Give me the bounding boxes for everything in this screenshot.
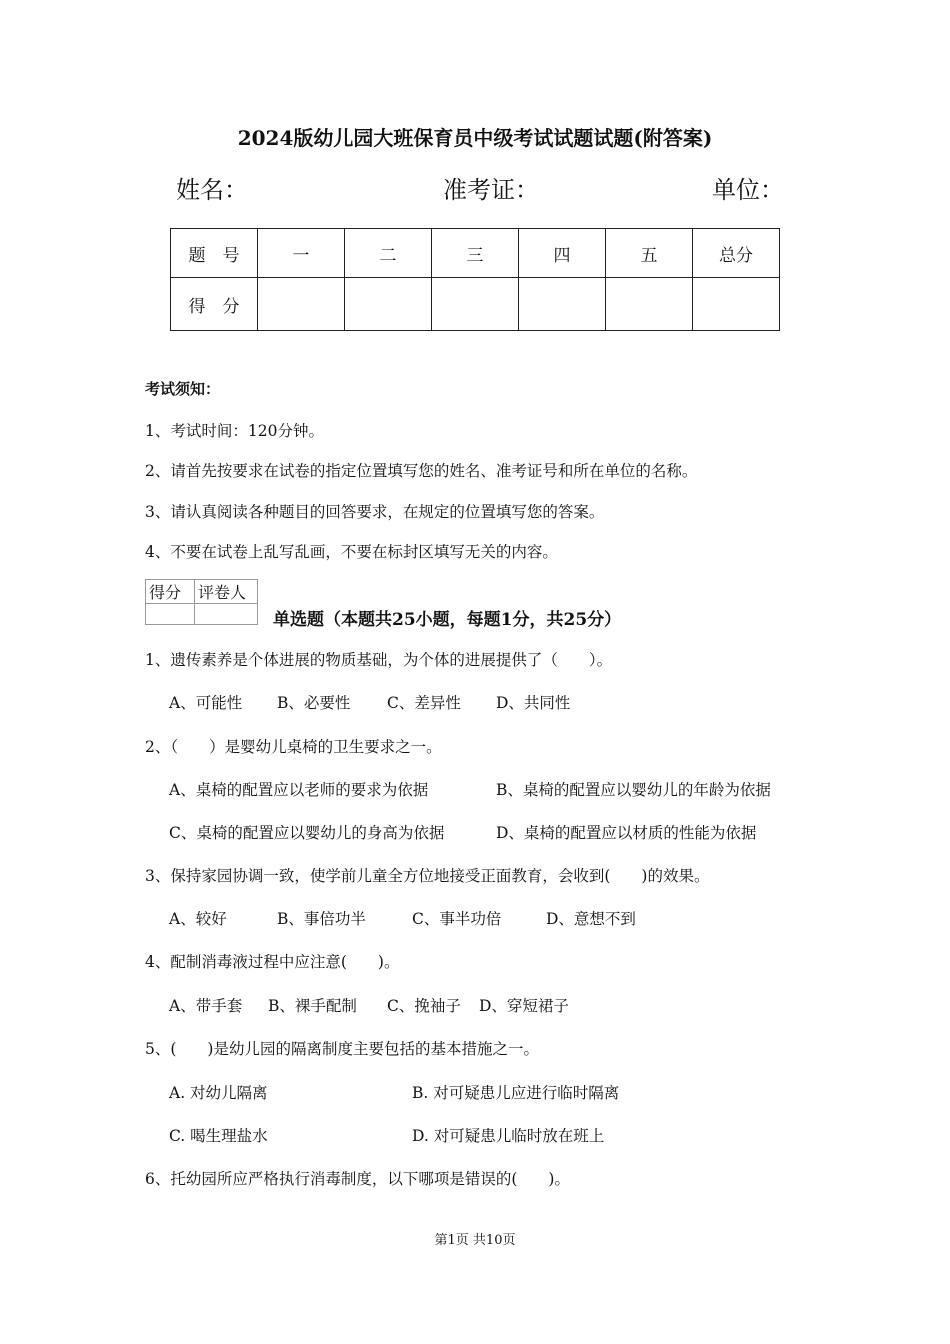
score-cell-2[interactable] xyxy=(345,278,432,331)
option[interactable]: A、较好 xyxy=(169,910,227,928)
option[interactable]: A、可能性 xyxy=(169,694,243,712)
option[interactable]: B、事倍功半 xyxy=(277,910,366,928)
section-title: 单选题（本题共25小题，每题1分，共25分） xyxy=(273,610,622,630)
notice-item: 4、不要在试卷上乱写乱画，不要在标封区填写无关的内容。 xyxy=(145,543,558,561)
header-cell-2: 二 xyxy=(345,229,432,278)
option[interactable]: C、差异性 xyxy=(387,694,461,712)
option[interactable]: D、共同性 xyxy=(496,694,571,712)
notice-item: 1、考试时间：120分钟。 xyxy=(145,422,324,440)
question-stem: 2、（ ）是婴幼儿桌椅的卫生要求之一。 xyxy=(145,738,442,756)
score-cell-4[interactable] xyxy=(519,278,606,331)
grader-name-label: 评卷人 xyxy=(195,580,258,604)
header-cell-3: 三 xyxy=(432,229,519,278)
option[interactable]: B、裸手配制 xyxy=(268,997,357,1015)
header-cell-label: 题 号 xyxy=(171,229,258,278)
score-cell-3[interactable] xyxy=(432,278,519,331)
option[interactable]: D、意想不到 xyxy=(546,910,636,928)
score-table-score-row xyxy=(171,278,780,331)
name-field-label: 姓名： xyxy=(176,176,248,204)
score-table-header-row xyxy=(171,229,780,278)
header-cell-5: 五 xyxy=(606,229,693,278)
exam-id-field-label: 准考证： xyxy=(443,176,539,204)
option[interactable]: C、挽袖子 xyxy=(387,997,461,1015)
option[interactable]: A、桌椅的配置应以老师的要求为依据 xyxy=(169,781,429,799)
option[interactable]: D、桌椅的配置应以材质的性能为依据 xyxy=(496,824,757,842)
document-title: 2024版幼儿园大班保育员中级考试试题试题(附答案) xyxy=(237,126,713,150)
question-stem: 4、配制消毒液过程中应注意( )。 xyxy=(145,953,400,971)
notice-item: 2、请首先按要求在试卷的指定位置填写您的姓名、准考证号和所在单位的名称。 xyxy=(145,462,698,480)
header-cell-total: 总分 xyxy=(693,229,780,278)
option[interactable]: A. 对幼儿隔离 xyxy=(169,1084,268,1102)
option[interactable]: B、桌椅的配置应以婴幼儿的年龄为依据 xyxy=(496,781,771,799)
grader-box xyxy=(145,579,258,625)
score-cell-total[interactable] xyxy=(693,278,780,331)
header-cell-4: 四 xyxy=(519,229,606,278)
option[interactable]: D. 对可疑患儿临时放在班上 xyxy=(412,1127,605,1145)
question-stem: 5、( )是幼儿园的隔离制度主要包括的基本措施之一。 xyxy=(145,1040,539,1058)
option[interactable]: B、必要性 xyxy=(277,694,351,712)
option[interactable]: B. 对可疑患儿应进行临时隔离 xyxy=(412,1084,620,1102)
option[interactable]: C、事半功倍 xyxy=(412,910,502,928)
notice-heading: 考试须知： xyxy=(145,380,221,398)
notice-item: 3、请认真阅读各种题目的回答要求，在规定的位置填写您的答案。 xyxy=(145,503,605,521)
grader-name-cell[interactable] xyxy=(195,604,258,625)
option[interactable]: D、穿短裙子 xyxy=(479,997,569,1015)
header-cell-1: 一 xyxy=(258,229,345,278)
question-stem: 1、遗传素养是个体进展的物质基础，为个体的进展提供了（ ）。 xyxy=(145,651,613,669)
grader-score-label: 得分 xyxy=(146,580,195,604)
score-cell-1[interactable] xyxy=(258,278,345,331)
option[interactable]: C、桌椅的配置应以婴幼儿的身高为依据 xyxy=(169,824,445,842)
grader-score-cell[interactable] xyxy=(146,604,195,625)
question-stem: 3、保持家园协调一致，使学前儿童全方位地接受正面教育，会收到( )的效果。 xyxy=(145,867,710,885)
unit-field-label: 单位： xyxy=(712,176,784,204)
question-stem: 6、托幼园所应严格执行消毒制度，以下哪项是错误的( )。 xyxy=(145,1170,570,1188)
score-table xyxy=(170,228,780,331)
option[interactable]: C. 喝生理盐水 xyxy=(169,1127,268,1145)
page-footer: 第1页 共10页 xyxy=(434,1233,516,1248)
option[interactable]: A、带手套 xyxy=(169,997,243,1015)
score-cell-5[interactable] xyxy=(606,278,693,331)
score-row-label: 得 分 xyxy=(171,278,258,331)
